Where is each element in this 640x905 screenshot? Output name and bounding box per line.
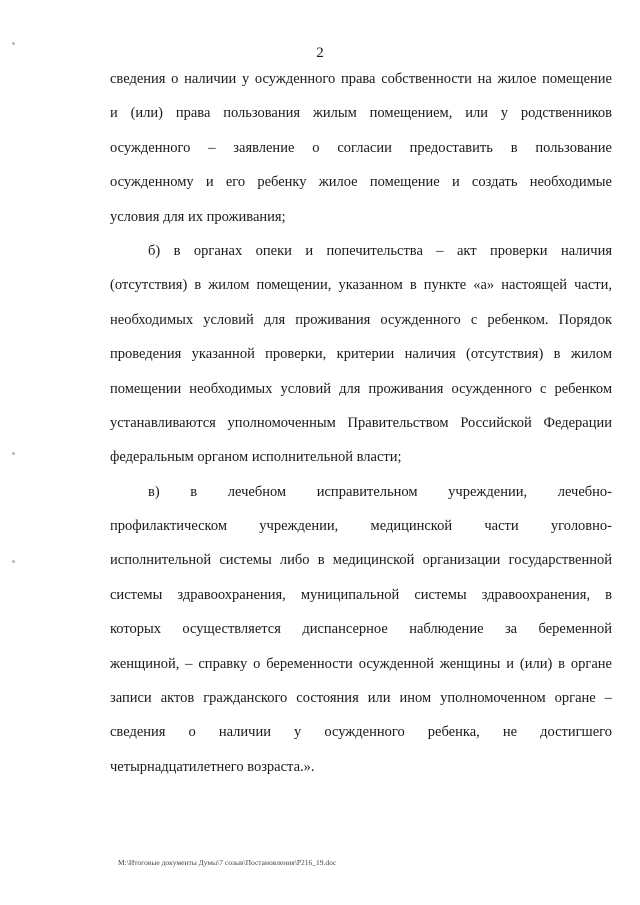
text-line-13: в) в лечебном исправительном учреждении, лечебно- <box>148 483 612 500</box>
text-line-15: исполнительной системы либо в медицинской организации государственной <box>110 552 612 569</box>
text-line-14: профилактическом учреждении, медицинской части уголовно- <box>110 518 612 535</box>
text-line-1: сведения о наличии у осужденного права собственности на жилое помещение <box>110 71 612 87</box>
text-line-9: проведения указанной проверки, критерии наличия (отсутствия) в жилом <box>110 346 612 363</box>
text-line-6: б) в органах опеки и попечительства – акт проверки наличия <box>148 242 612 259</box>
text-line-19: записи актов гражданского состояния или ином уполномоченном органе – <box>110 690 612 707</box>
text-line-18: женщиной, – справку о беременности осужденной женщины и (или) в органе <box>110 655 612 672</box>
document-body <box>110 62 612 784</box>
scan-mark <box>12 560 15 563</box>
scan-mark <box>12 42 15 45</box>
text-line-17: которых осуществляется диспансерное наблюдение за беременной <box>110 621 612 638</box>
text-line-8: необходимых условий для проживания осужденного с ребенком. Порядок <box>110 311 612 328</box>
text-line-20: сведения о наличии у осужденного ребенка, не достигшего <box>110 724 612 741</box>
text-line-10: помещении необходимых условий для проживания осужденного с ребенком <box>110 380 612 397</box>
file-path-footer: M:\Итоговые документы Думы\7 созыв\Постановления\Р216_19.doc <box>118 858 337 867</box>
page-number: 2 <box>316 45 324 61</box>
text-line-5: условия для их проживания; <box>110 208 286 225</box>
text-line-3: осужденного – заявление о согласии предоставить в пользование <box>110 139 612 156</box>
text-line-21: четырнадцатилетнего возраста.». <box>110 758 315 775</box>
text-line-12: федеральным органом исполнительной власти; <box>110 449 402 466</box>
text-line-2: и (или) права пользования жилым помещением, или у родственников <box>110 105 612 122</box>
scan-mark <box>12 452 15 455</box>
text-line-16: системы здравоохранения, муниципальной системы здравоохранения, в <box>110 586 612 603</box>
text-line-4: осужденному и его ребенку жилое помещение и создать необходимые <box>110 174 612 191</box>
text-line-7: (отсутствия) в жилом помещении, указанном в пункте «а» настоящей части, <box>110 277 612 294</box>
text-line-11: устанавливаются уполномоченным Правительством Российской Федерации <box>110 414 612 431</box>
